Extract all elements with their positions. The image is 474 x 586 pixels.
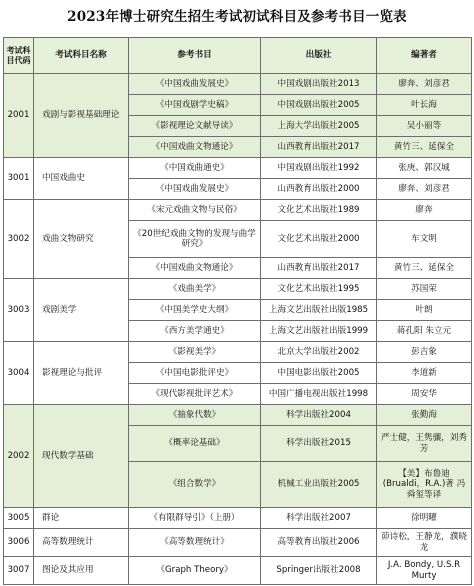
table-row (4, 508, 472, 529)
publisher-cell: 山西教育出版社2000 (261, 179, 377, 200)
page-title: 2023年博士研究生招生考试初试科目及参考书目一览表 (67, 9, 407, 25)
book-cell: 《现代影视批评艺术》 (129, 384, 261, 405)
book-cell: 《20世纪戏曲文物的发现与曲学研究》 (129, 221, 261, 258)
subject-name-cell: 影视理论与批评 (34, 342, 129, 405)
subject-code-cell: 2002 (4, 405, 34, 508)
author-cell: 黄竹三、延保全 (377, 258, 472, 279)
table-row (4, 557, 472, 585)
publisher-cell: 文化艺术出版社2000 (261, 221, 377, 258)
book-cell: 《宋元戏曲文物与民俗》 (129, 200, 261, 221)
publisher-cell: 科学出版社2004 (261, 405, 377, 426)
publisher-cell: 高等教育出版社2006 (261, 529, 377, 557)
book-cell: 《戏曲美学》 (129, 279, 261, 300)
table-row (4, 342, 472, 363)
book-cell: 《中国戏剧学史稿》 (129, 95, 261, 116)
author-cell: 廖奔、刘彦君 (377, 74, 472, 95)
subject-name-cell: 戏剧与影视基础理论 (34, 74, 129, 158)
publisher-cell: 文化艺术出版社1989 (261, 200, 377, 221)
book-cell: 《中国戏曲发展史》 (129, 179, 261, 200)
publisher-cell: 山西教育出版社2017 (261, 137, 377, 158)
book-cell: 《影视理论文献导读》 (129, 116, 261, 137)
publisher-cell: 山西教育出版社2017 (261, 258, 377, 279)
exam-table (3, 37, 472, 585)
subject-name-cell: 现代数学基础 (34, 405, 129, 508)
author-cell: 苏国荣 (377, 279, 472, 300)
publisher-cell: 上海文艺出版社出版1985 (261, 300, 377, 321)
header-author: 编著者 (377, 38, 472, 74)
publisher-cell: 上海大学出版社2005 (261, 116, 377, 137)
publisher-cell: 机械工业出版社2005 (261, 462, 377, 508)
author-cell: 【美】布鲁迪(Brualdi，R.A.)著 冯舜玺等译 (377, 462, 472, 508)
author-cell: 廖奔 (377, 200, 472, 221)
subject-code-cell: 3004 (4, 342, 34, 405)
book-cell: 《抽象代数》 (129, 405, 261, 426)
subject-name-cell: 中国戏曲史 (34, 158, 129, 200)
table-row (4, 529, 472, 557)
header-code: 考试科目代码 (4, 38, 34, 74)
subject-code-cell: 3002 (4, 200, 34, 279)
header-publisher: 出版社 (261, 38, 377, 74)
subject-code-cell: 3001 (4, 158, 34, 200)
subject-code-cell: 3003 (4, 279, 34, 342)
table-row (4, 74, 472, 95)
book-cell: 《有限群导引》（上册） (129, 508, 261, 529)
book-cell: 《中国戏曲通史》 (129, 158, 261, 179)
subject-name-cell: 群论 (34, 508, 129, 529)
publisher-cell: 北京大学出版社2002 (261, 342, 377, 363)
author-cell: 蒋孔阳 朱立元 (377, 321, 472, 342)
author-cell: 叶朗 (377, 300, 472, 321)
author-cell: 严士健，王隽骧，刘秀芳 (377, 426, 472, 462)
book-cell: 《中国戏曲文物通论》 (129, 258, 261, 279)
publisher-cell: 中国电影出版社2005 (261, 363, 377, 384)
publisher-cell: 文化艺术出版社1995 (261, 279, 377, 300)
subject-name-cell: 图论及其应用 (34, 557, 129, 585)
header-book: 参考书目 (129, 38, 261, 74)
table-row (4, 158, 472, 179)
subject-code-cell: 3006 (4, 529, 34, 557)
book-cell: 《影视美学》 (129, 342, 261, 363)
subject-name-cell: 戏剧美学 (34, 279, 129, 342)
publisher-cell: 中国戏剧出版社2013 (261, 74, 377, 95)
book-cell: 《高等数理统计》 (129, 529, 261, 557)
book-cell: 《西方美学通史》 (129, 321, 261, 342)
author-cell: 吴小丽等 (377, 116, 472, 137)
publisher-cell: 中国戏剧出版社2005 (261, 95, 377, 116)
author-cell: 茆诗松，王静龙，濮晓龙 (377, 529, 472, 557)
publisher-cell: 科学出版社2015 (261, 426, 377, 462)
table-row (4, 405, 472, 426)
header-subject: 考试科目名称 (34, 38, 129, 74)
book-cell: 《中国美学史大纲》 (129, 300, 261, 321)
table-row (4, 279, 472, 300)
author-cell: 车文明 (377, 221, 472, 258)
table-row (4, 200, 472, 221)
publisher-cell: 上海文艺出版社出版1999 (261, 321, 377, 342)
author-cell: 张庚、郭汉城 (377, 158, 472, 179)
publisher-cell: 中国戏剧出版社1992 (261, 158, 377, 179)
author-cell: 李道新 (377, 363, 472, 384)
publisher-cell: Springer出版社2008 (261, 557, 377, 585)
book-cell: 《Graph Theory》 (129, 557, 261, 585)
author-cell: 张勤海 (377, 405, 472, 426)
header-row (4, 38, 472, 74)
subject-code-cell: 3005 (4, 508, 34, 529)
author-cell: 廖奔、刘彦君 (377, 179, 472, 200)
table-body (4, 74, 472, 585)
author-cell: 黄竹三、延保全 (377, 137, 472, 158)
author-cell: 徐明曜 (377, 508, 472, 529)
book-cell: 《概率论基础》 (129, 426, 261, 462)
book-cell: 《中国戏曲文物通论》 (129, 137, 261, 158)
subject-code-cell: 2001 (4, 74, 34, 158)
book-cell: 《组合数学》 (129, 462, 261, 508)
subject-name-cell: 戏曲文物研究 (34, 200, 129, 279)
book-cell: 《中国戏曲发展史》 (129, 74, 261, 95)
author-cell: 彭吉象 (377, 342, 472, 363)
subject-name-cell: 高等数理统计 (34, 529, 129, 557)
publisher-cell: 科学出版社2007 (261, 508, 377, 529)
subject-code-cell: 3007 (4, 557, 34, 585)
author-cell: J.A. Bondy, U.S.R Murty (377, 557, 472, 585)
author-cell: 叶长海 (377, 95, 472, 116)
author-cell: 周安华 (377, 384, 472, 405)
book-cell: 《中国电影批评史》 (129, 363, 261, 384)
publisher-cell: 中国广播电视出版社1998 (261, 384, 377, 405)
